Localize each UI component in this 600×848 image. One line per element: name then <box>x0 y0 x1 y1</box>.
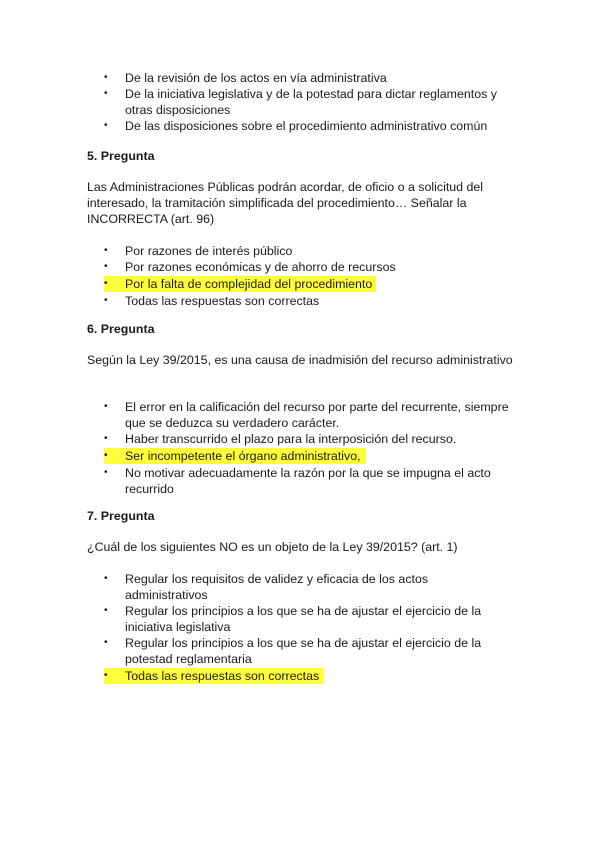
bullet: • <box>104 450 108 461</box>
bullet: • <box>104 573 108 584</box>
option-item: • Regular los requisitos de validez y eficacia de los actos administrativos <box>104 572 429 602</box>
bullet: • <box>104 295 108 306</box>
bullet: • <box>104 670 108 681</box>
bullet: • <box>104 245 108 256</box>
option-item: • Regular los principios a los que se ha de ajustar el ejercicio de la iniciativa legislativa <box>104 604 482 634</box>
bullet: • <box>104 278 108 289</box>
question-7-options <box>104 571 514 685</box>
option-item: • Por razones económicas y de ahorro de recursos <box>104 260 396 274</box>
option-item: • Por razones de interés público <box>104 244 293 258</box>
question-7-heading: 7. Pregunta <box>87 509 155 523</box>
option-item: • Regular los principios a los que se ha de ajustar el ejercicio de la potestad reglamentaria <box>104 636 482 666</box>
bullet: • <box>104 605 108 616</box>
bullet: • <box>104 88 108 99</box>
option-item: • Todas las respuestas son correctas <box>104 294 320 308</box>
question-6-options <box>104 399 514 497</box>
option-item-highlighted: • Ser incompetente el órgano administrativo, <box>104 448 365 464</box>
question-6-heading: 6. Pregunta <box>87 322 155 336</box>
bullet: • <box>104 637 108 648</box>
bullet: • <box>104 120 108 131</box>
question-6-text: Según la Ley 39/2015, es una causa de inadmisión del recurso administrativo <box>87 353 513 367</box>
option-item: • Haber transcurrido el plazo para la interposición del recurso. <box>104 432 457 446</box>
bullet: • <box>104 72 108 83</box>
question-7-text: ¿Cuál de los siguientes NO es un objeto de la Ley 39/2015? (art. 1) <box>87 540 458 554</box>
bullet: • <box>104 467 108 478</box>
question-5-text: Las Administraciones Públicas podrán acordar, de oficio o a solicitud del interesado, la tramitación simplificada del procedimiento… Señalar la INCORRECTA (art. 96) <box>87 180 484 226</box>
option-item-highlighted: • Todas las respuestas son correctas <box>104 668 323 684</box>
bullet: • <box>104 261 108 272</box>
question-5-heading: 5. Pregunta <box>87 149 155 163</box>
option-item: • No motivar adecuadamente la razón por la que se impugna el acto recurrido <box>104 466 491 496</box>
question-5-options <box>104 243 514 309</box>
list-item: • De la iniciativa legislativa y de la potestad para dictar reglamentos y otras disposiciones <box>104 87 497 117</box>
bullet: • <box>104 401 108 412</box>
top-list <box>104 70 514 134</box>
list-item: • De las disposiciones sobre el procedimiento administrativo común <box>104 119 488 133</box>
bullet: • <box>104 433 108 444</box>
option-item-highlighted: • Por la falta de complejidad del procedimiento <box>104 276 376 292</box>
option-item: • El error en la calificación del recurso por parte del recurrente, siempre que se deduzca su verdadero carácter. <box>104 400 509 430</box>
list-item: • De la revisión de los actos en vía administrativa <box>104 71 387 85</box>
